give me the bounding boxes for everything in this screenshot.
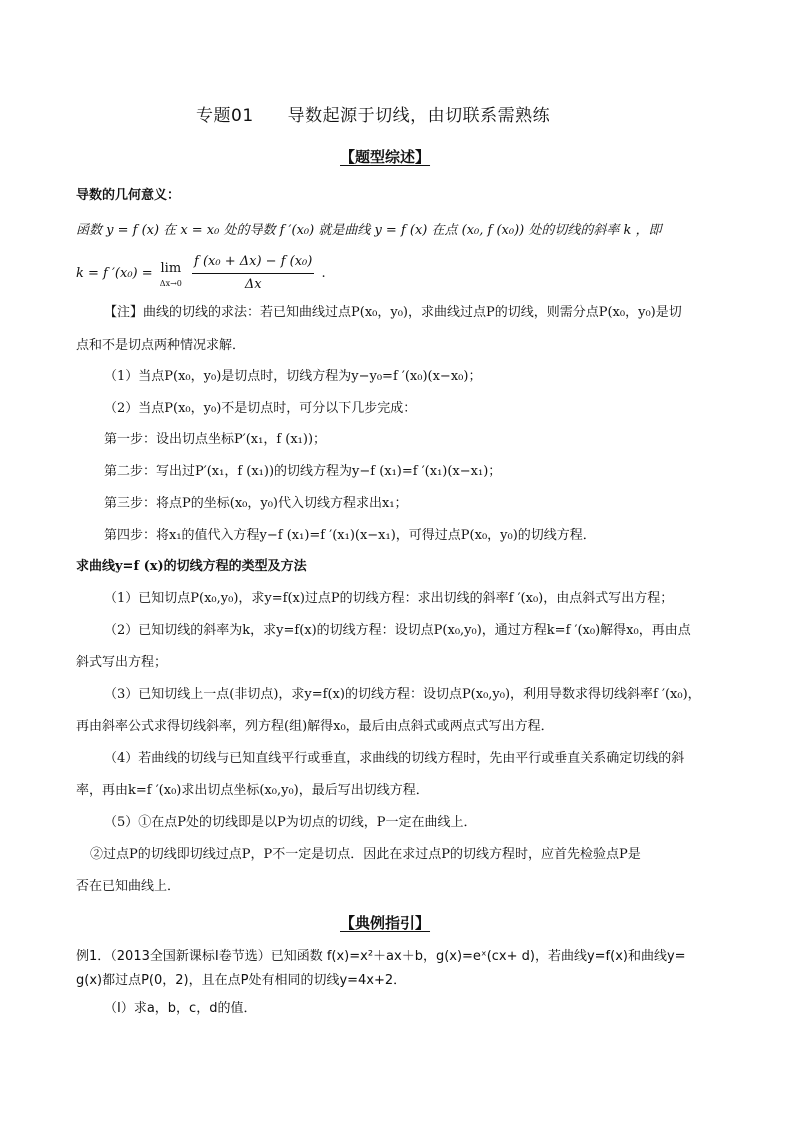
- type-6-line-1: ②过点P的切线即切线过点P，P不一定是切点．因此在求过点P的切线方程时，应首先检验点P是: [90, 847, 641, 862]
- note-case-1: （1）当点P(x₀，y₀)是切点时，切线方程为y−y₀=f ′(x₀)(x−x₀)；: [104, 369, 482, 384]
- note-case-2: （2）当点P(x₀，y₀)不是切点时，可分以下几步完成：: [104, 401, 417, 416]
- note-line-2: 点和不是切点两种情况求解．: [76, 338, 246, 353]
- page-title: [196, 107, 550, 125]
- type-1: （1）已知切点P(x₀,y₀)，求y=f(x)过点P的切线方程：求出切线的斜率f ′(x₀)，由点斜式写出方程；: [104, 591, 674, 606]
- type-5: （5）①在点P处的切线即是以P为切点的切线，P一定在曲线上．: [104, 815, 477, 830]
- type-2-line-1: （2）已知切线的斜率为k，求y=f(x)的切线方程：设切点P(x₀,y₀)，通过方程k=f ′(x₀)解得x₀，再由点: [104, 623, 691, 638]
- note-step-2: 第二步：写出过P′(x₁，f (x₁))的切线方程为y−f (x₁)=f ′(x₁)(x−x₁)；: [104, 464, 502, 479]
- note-step-3: 第三步：将点P的坐标(x₀，y₀)代入切线方程求出x₁；: [104, 496, 408, 511]
- type-3-line-2: 再由斜率公式求得切线斜率，列方程(组)解得x₀，最后由点斜式或两点式写出方程．: [76, 719, 554, 734]
- section-examples-heading: 【典例指引】: [340, 914, 431, 932]
- note-step-4: 第四步：将x₁的值代入方程y−f (x₁)=f ′(x₁)(x−x₁)，可得过点P(x₀，y₀)的切线方程．: [104, 528, 596, 543]
- section-overview-heading: 【题型综述】: [340, 148, 431, 166]
- type-4-line-1: （4）若曲线的切线与已知直线平行或垂直，求曲线的切线方程时，先由平行或垂直关系确定切线的斜: [104, 751, 685, 766]
- geometric-meaning-heading: 导数的几何意义：: [76, 188, 181, 203]
- type-6-line-2: 否在已知曲线上．: [76, 879, 181, 894]
- definition-line-1: 函数 y = f (x) 在 x = x₀ 处的导数 f ′(x₀) 就是曲线 y = f (x) 在点 (x₀, f (x₀)) 处的切线的斜率 k ，即: [76, 223, 662, 238]
- derivative-limit-formula: k = f ′(x₀) = lim Δx→0 $\frac{\text{f (x₀ + Δx) − f (x₀)}}{\Delta x}$ .: [76, 254, 326, 292]
- title-main: 导数起源于切线，由切联系需熟练: [287, 106, 551, 126]
- type-3-line-1: （3）已知切线上一点(非切点)，求y=f(x)的切线方程：设切点P(x₀,y₀)，利用导数求得切线斜率f ′(x₀)，: [104, 687, 701, 702]
- tangent-types-heading: 求曲线y=f (x)的切线方程的类型及方法: [76, 559, 307, 574]
- type-4-line-2: 率，再由k=f ′(x₀)求出切点坐标(x₀,y₀)，最后写出切线方程．: [76, 783, 429, 798]
- type-2-line-2: 斜式写出方程；: [76, 655, 168, 670]
- example-1-line-2: g(x)都过点P(0，2)，且在点P处有相同的切线y=4x+2．: [76, 973, 407, 988]
- title-prefix: 专题01: [196, 106, 254, 126]
- note-step-1: 第一步：设出切点坐标P′(x₁，f (x₁))；: [104, 432, 327, 447]
- example-1-question-1: （Ⅰ）求a，b，c，d的值．: [104, 1001, 257, 1016]
- note-line-1: 【注】曲线的切线的求法：若已知曲线过点P(x₀，y₀)，求曲线过点P的切线，则需分点P(x₀，y₀)是切: [104, 305, 682, 320]
- example-1-line-1: 例1．（2013全国新课标Ⅰ卷节选）已知函数 f(x)=x²＋ax＋b，g(x)=eˣ(cx+ d)，若曲线y=f(x)和曲线y=: [76, 949, 686, 964]
